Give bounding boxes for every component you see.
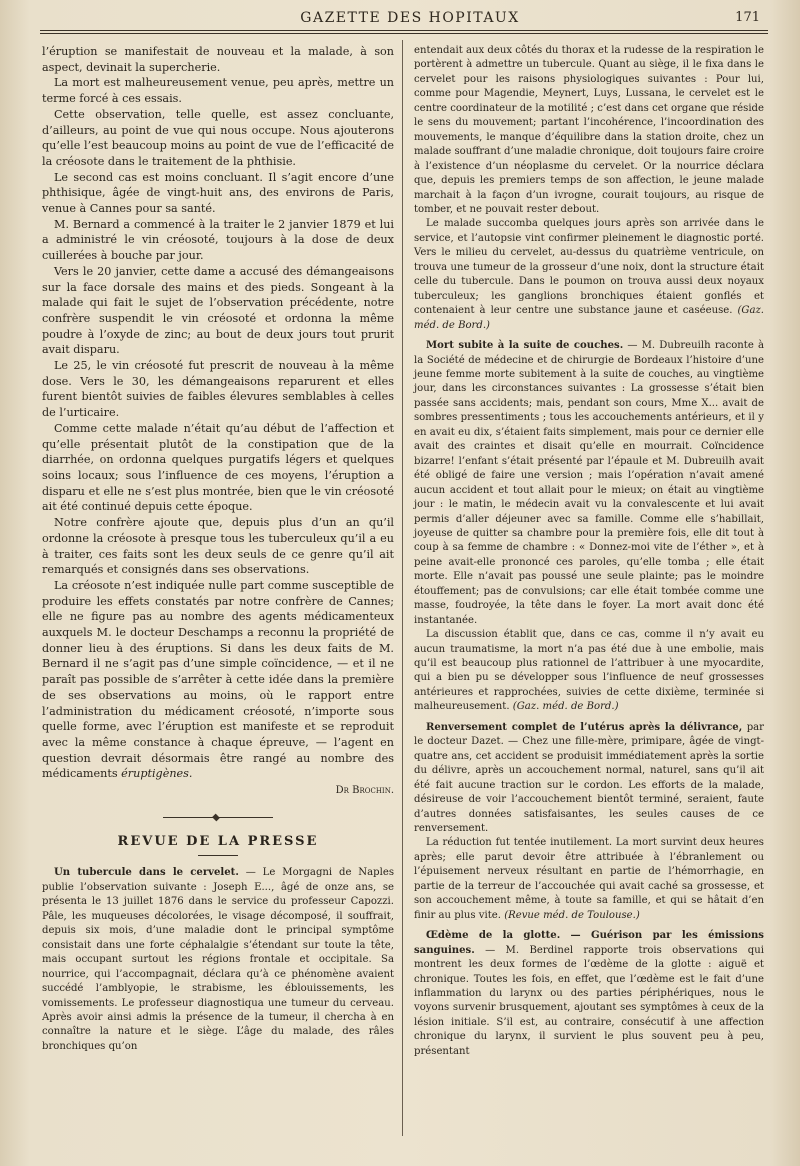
page-number: 171 [735, 10, 760, 25]
article-paragraph [414, 721, 764, 837]
article-paragraph [414, 929, 764, 1059]
article-title: Mort subite à la suite de couches. [426, 340, 624, 352]
section-rule [198, 855, 238, 856]
paragraph: l’éruption se manifestait de nouveau et la malade, à son aspect, devinait la supercherie. [42, 45, 394, 74]
section-title: REVUE DE LA PRESSE [117, 833, 319, 849]
article-text: par le docteur Dazet. — Chez une fille-mère, primipare, âgée de vingt-quatre ans, cet accident se produisit immédiatement après la sortie du délivre, après un accouchement normal, naturel, sans qu’il ait été fait aucune traction sur le cordon. Les efforts de la malade, désireuse de voir l’accouchement bientôt terminé, seraient, faute d’autres données satisfaisantes, les seules causes de ce renversement. [414, 721, 764, 835]
article-text: — M. Berdinel rapporte trois observations qui montrent les deux formes de l’œdème de la glotte : aiguë et chronique. Toutes les fois, en effet, que l’œdème est le fait d’une inflammation du larynx ou des parties périphériques, nous le voyons survenir brusquement, ajoutant ses symptômes à ceux de la lésion initiale. S’il est, au contraire, consécutif à une affection chronique du larynx, il survient le plus souvent peu à peu, présentant [414, 944, 764, 1057]
paragraph [42, 578, 394, 782]
author-signature [42, 782, 394, 799]
article-title: Œdème de la glotte. — Guérison par les émissions sanguines. [414, 930, 764, 956]
paragraph-text: La discussion établit que, dans ce cas, comme il n’y avait eu aucun traumatisme, la mort n’a pas été due à une embolie, mais qu’il est beaucoup plus rationnel de l’attribuer à une myocardite, qui a bien pu se développer sous l’influence de neuf grossesses antérieures et rapprochées, suivies de cette dixième, terminée si malheureusement. [414, 629, 764, 713]
paragraph: Notre confrère ajoute que, depuis plus d’un an qu’il ordonne la créosote à presque tous les tuberculeux qu’il a eu à traiter, ces faits sont les deux seuls de ce genre qu’il ait remarqués et consignés dans ses observations. [42, 516, 394, 577]
journal-title: GAZETTE DES HOPITAUX [300, 10, 520, 26]
column-divider [402, 40, 403, 1136]
paragraph-text: Le malade succomba quelques jours après son arrivée dans le service, et l’autopsie vint confirmer pleinement le diagnostic porté. Vers le milieu du cervelet, au-dessus du quatrième ventricule, on trouva une tumeur de la grosseur d’une noix, dont la structure était celle du tubercule. Dans le poumon on trouva aussi deux noyaux tuberculeux; les ganglions bronchiques étaient gonflés et contenaient à leur centre une substance jaune et caséeuse. [414, 218, 764, 317]
article-title: Un tubercule dans le cervelet. [54, 867, 239, 879]
header-rule [40, 30, 768, 34]
source-citation: (Gaz. méd. de Bord.) [512, 701, 619, 713]
paragraph [414, 628, 764, 715]
italic-word: éruptigènes. [121, 767, 193, 781]
article-title: Renversement complet de l’utérus après la délivrance, [426, 721, 743, 733]
press-review [42, 866, 394, 1054]
paragraph: entendait aux deux côtés du thorax et la rudesse de la respiration le portèrent à admettre un tubercule. Quant au siège, il le fixa dans le cervelet pour les raisons physiologiques suivantes : Pour lui, comme pour Magendie, Meynert, Luys, Lussana, le cervelet est le centre coordinateur de la motilité ; c’est dans cet organe que réside le sens du mouvement; partant l’incohérence, l’incoordination des mouvements, le manque d’équilibre dans la station droite, chez un malade souffrant d’une maladie chronique, doit toujours faire croire à l’existence d’un néoplasme du cervelet. Or la nourrice déclara que, depuis les premiers temps de son affection, le jeune malade marchait à la façon d’un ivrogne, courait toujours, au risque de tomber, et ne pouvait rester debout. [414, 45, 764, 215]
article-paragraph [414, 339, 764, 628]
source-citation: (Gaz. méd. de Bord.) [414, 305, 764, 331]
paragraph-text: La créosote n’est indiquée nulle part comme susceptible de produire les effets constatés par notre confrère de Cannes; elle ne figure pas au nombre des agents médicamenteux auxquels M. le docteur Deschamps a reconnu la propriété de donner lieu à des éruptions. Si dans les deux faits de M. Bernard il ne s’agit pas d’une simple coïncidence, — et il ne paraît pas possible de s’arrêter à cette idée dans la première de ses observations au moins, où le rapport entre l’administration du médicament créosoté, n’importe sous quelle forme, avec l’éruption est manifeste et se reproduit avec la même constance à chaque épreuve, — l’agent en question devrait désormais être rangé au nombre des médicaments [42, 578, 394, 781]
paragraph [414, 217, 764, 333]
paragraph: Cette observation, telle quelle, est assez concluante, d’ailleurs, au point de vue qui nous occupe. Nous ajouterons qu’elle l’est beaucoup moins au point de vue de l’efficacité de la créosote dans le traitement de la phthisie. [42, 107, 394, 168]
author-name: Dr Brochin. [335, 785, 394, 797]
article-end-rule [163, 817, 273, 818]
paragraph: M. Bernard a commencé à la traiter le 2 janvier 1879 et lui a administré le vin créosoté, toujours à la dose de deux cuillerées à bouche par jour. [42, 217, 394, 263]
article-text: — M. Dubreuilh raconte à la Société de médecine et de chirurgie de Bordeaux l’histoire d’une jeune femme morte subitement à la suite de couches, au vingtième jour, dans les circonstances suivantes : La grossesse s’était bien passée sans accidents; mais, pendant son cours, Mme X... avait de sombres pressentiments ; tous les accouchements antérieurs, et il y en avait eu dix, s’étaient faits simplement, mais pour ce dernier elle avait des craintes et disait qu’elle en mourrait. Coïncidence bizarre! l’enfant s’était présenté par l’épaule et M. Dubreuilh avait été obligé de faire une version ; mais l’opération n’avait amené aucun accident et tout allait pour le mieux; on était au vingtième jour : le matin, le médecin avait vu la convalescente et lui avait permis d’aller déjeuner avec sa famille. Comme elle s’habillait, joyeuse de quitter sa chambre pour la première fois, elle dit tout à coup à sa femme de chambre : « Donnez-moi vite de l’éther », et à peine avait-elle prononcé ces paroles, qu’elle tomba ; elle était morte. Elle n’avait pas poussé une seule plainte; pas le moindre étouffement; pas de convulsions; car elle était tombée comme une masse, foudroyée, la tête dans le foyer. La mort avait donc été instantanée. [414, 340, 764, 626]
right-column [414, 44, 764, 1059]
paragraph: Comme cette malade n’était qu’au début de l’affection et qu’elle présentait plutôt de la constipation que de la diarrhée, on ordonna quelques purgatifs légers et quelques soins locaux; sous l’influence de ces moyens, l’éruption a disparu et elle ne s’est plus montrée, bien que le vin créosoté ait été continué depuis cette époque. [42, 421, 394, 514]
source-citation: (Revue méd. de Toulouse.) [504, 909, 640, 921]
paragraph [414, 836, 764, 923]
paragraph: Le second cas est moins concluant. Il s’agit encore d’une phthisique, âgée de vingt-huit ans, des environs de Paris, venue à Cannes pour sa santé. [42, 170, 394, 216]
article-text: — Le Morgagni de Naples publie l’observation suivante : Joseph E..., âgé de onze ans, se présenta le 13 juillet 1876 dans le service du professeur Capozzi. Pâle, les muqueuses décolorées, le visage décomposé, il souffrait, depuis six mois, d’une maladie dont le principal symptôme consistait dans une forte céphalalgie s’étendant sur toute la tête, mais occupant surtout les régions frontale et occipitale. Sa nourrice, qui l’accompagnait, déclara qu’à ce phénomène avaient succédé l’amblyopie, le strabisme, les éblouissements, les vomissements. Le professeur diagnostiqua une tumeur du cerveau. Après avoir ainsi admis la présence de la tumeur, il chercha à en connaître la nature et le siège. L’âge du malade, des râles bronchiques qu’on [42, 867, 394, 1052]
paragraph: La mort est malheureusement venue, peu après, mettre un terme forcé à ces essais. [42, 76, 394, 106]
paragraph-text: La réduction fut tentée inutilement. La mort survint deux heures après; elle parut devoir être attribuée à l’ébranlement ou l’épuisement nerveux résultant en partie de l’hémorrhagie, en partie de la terreur de l’accouchée qui avait caché sa grossesse, et son accouchement même, à toute sa famille, et qui se hâtait d’en finir au plus vite. [414, 837, 764, 921]
paragraph: Le 25, le vin créosoté fut prescrit de nouveau à la même dose. Vers le 30, les démangeaisons reparurent et elles furent bientôt suivies de faibles élevures semblables à celles de l’urticaire. [42, 359, 394, 420]
article-paragraph [42, 866, 394, 1054]
paragraph: Vers le 20 janvier, cette dame a accusé des démangeaisons sur la face dorsale des mains et des pieds. Songeant à la malade qui fait le sujet de l’observation précédente, notre confrère suspendit le vin créosoté et ordonna la même poudre à l’oxyde de zinc; au bout de deux jours tout prurit avait disparu. [42, 264, 394, 357]
left-column [42, 44, 394, 1054]
page-header [40, 10, 780, 32]
